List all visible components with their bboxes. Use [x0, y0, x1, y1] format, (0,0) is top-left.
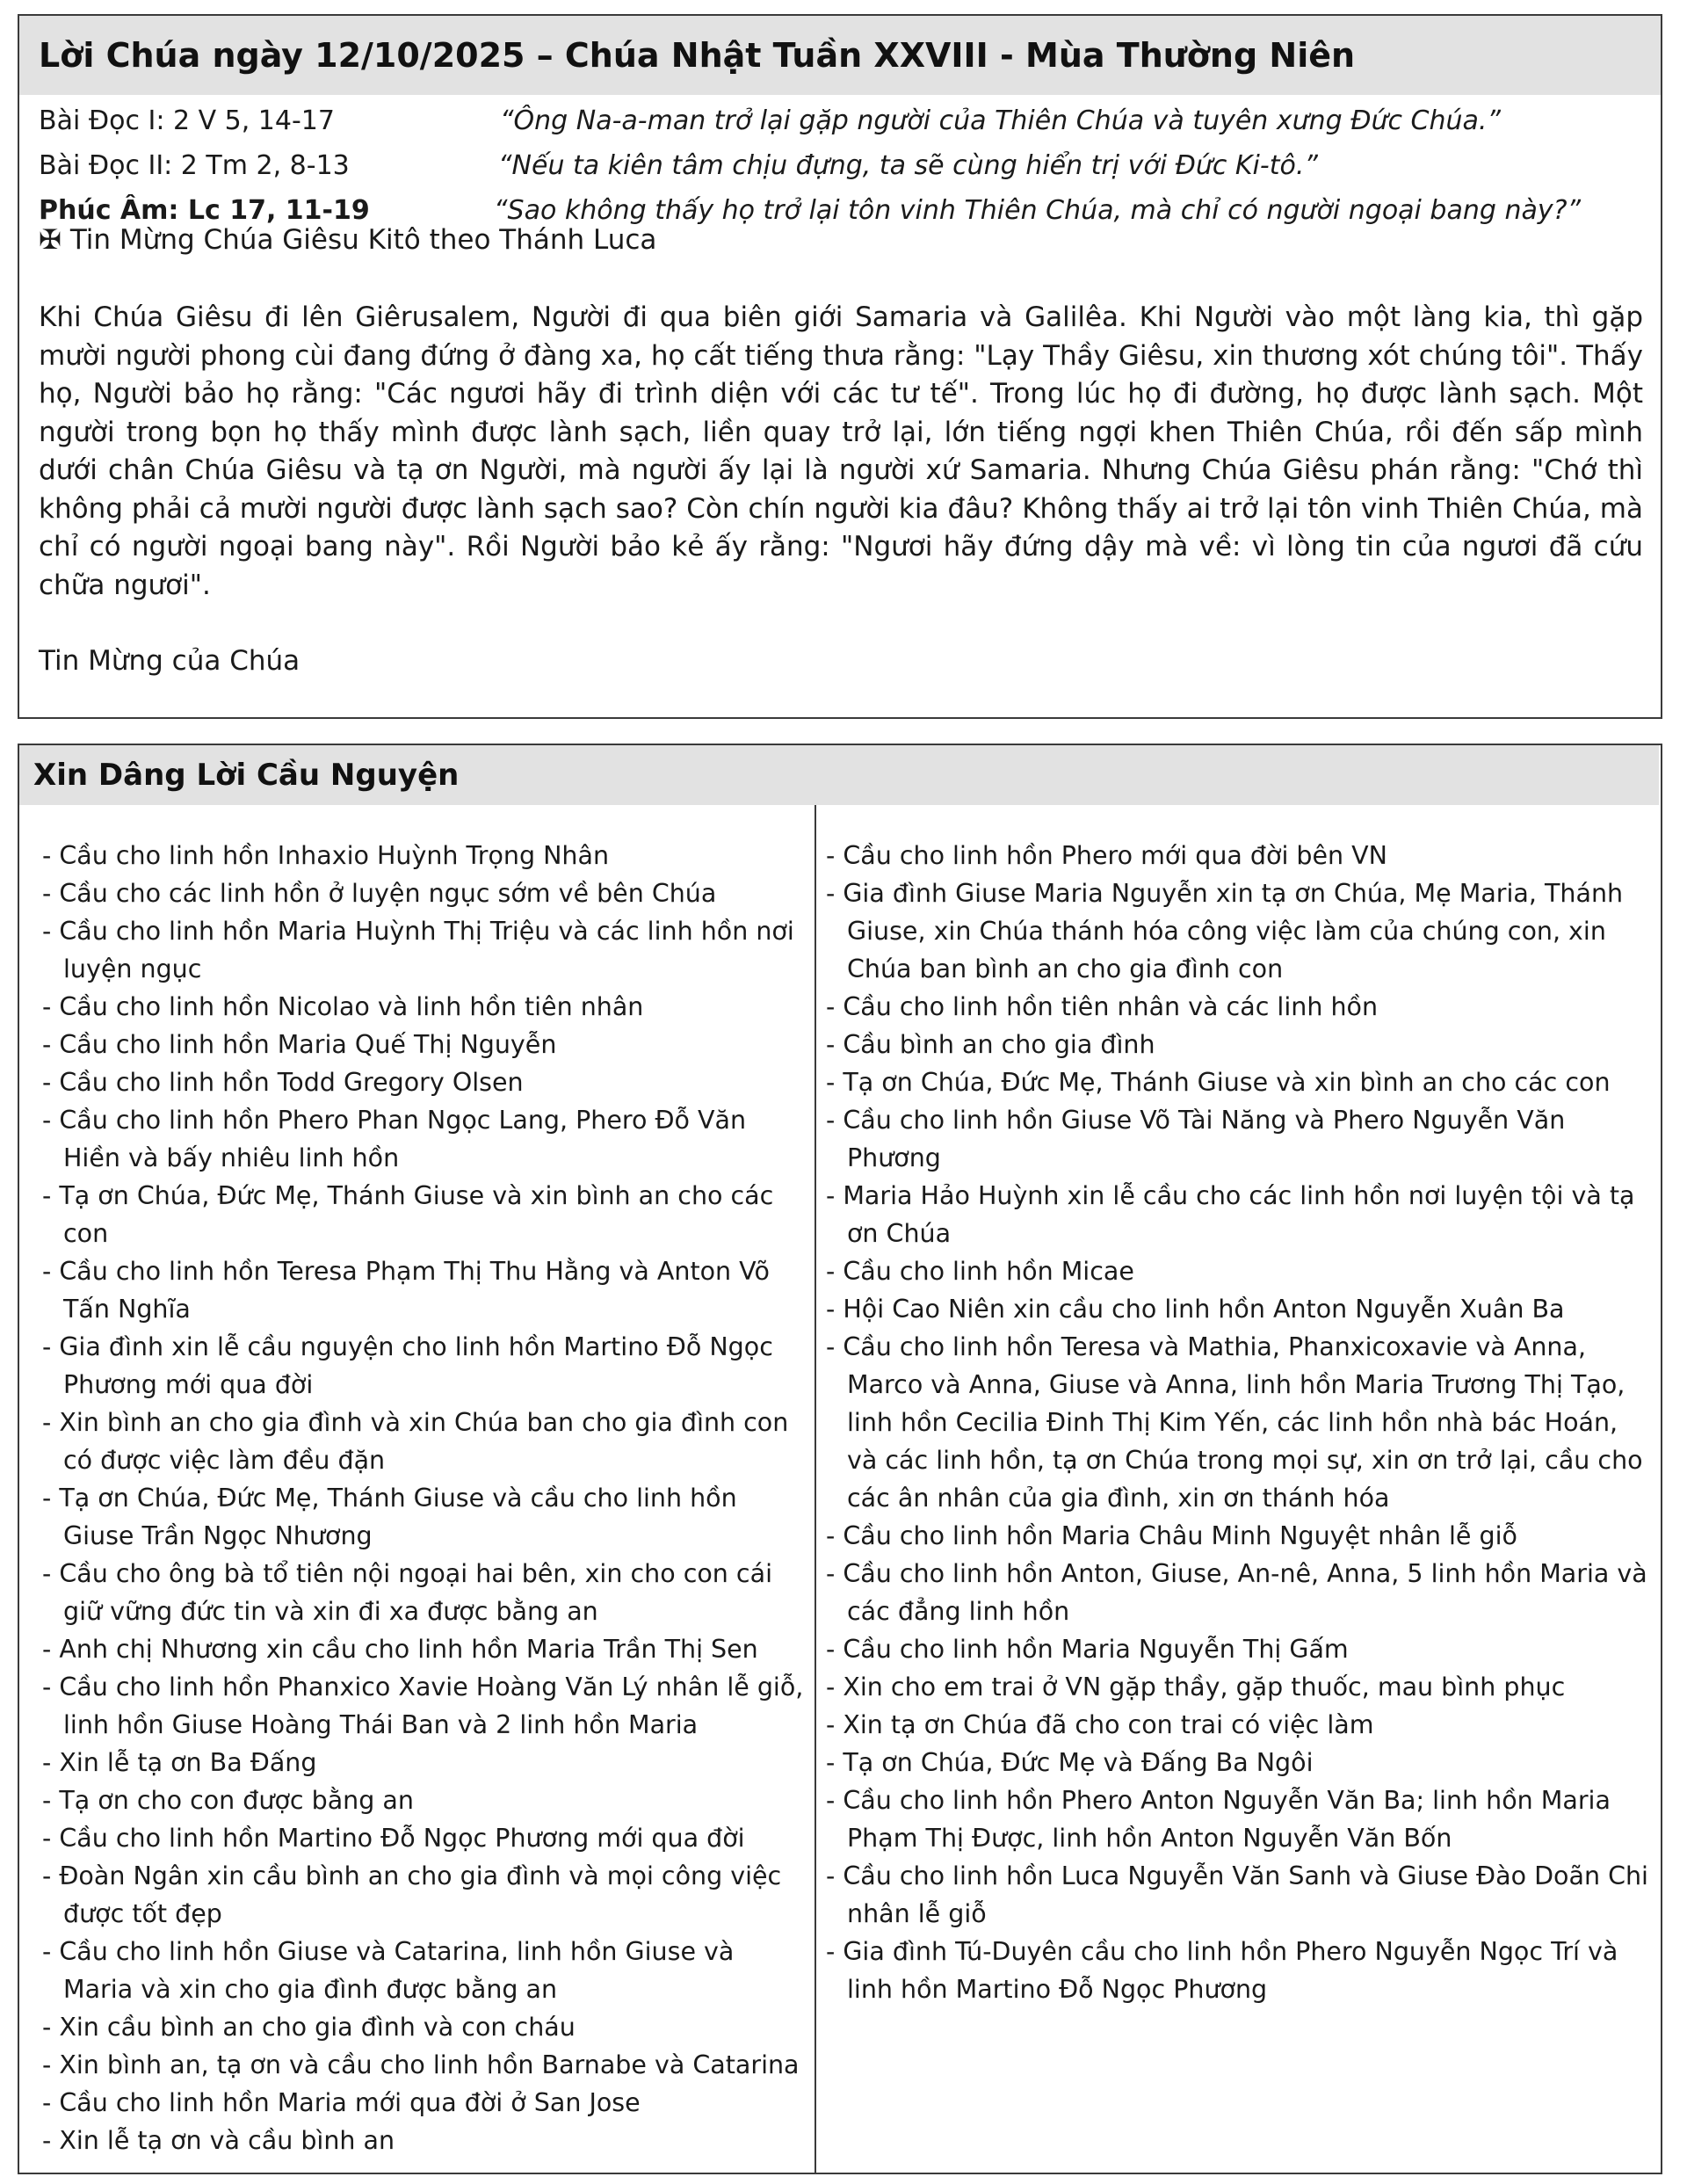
- prayer-item: - Cầu cho linh hồn Maria Châu Minh Nguyệt nhân lễ giỗ: [826, 1521, 1517, 1550]
- prayer-item: - Cầu cho linh hồn Todd Gregory Olsen: [42, 1068, 524, 1097]
- reading-2-quote: “Nếu ta kiên tâm chịu đựng, ta sẽ cùng hiển trị với Đức Ki-tô.”: [498, 150, 1318, 181]
- gospel-reading-label: Phúc Âm: Lc 17, 11-19: [39, 195, 370, 226]
- prayer-list-left: [42, 837, 805, 2159]
- gospel-reading-quote: “Sao không thấy họ trở lại tôn vinh Thiên Chúa, mà chỉ có người ngoại bang này?”: [494, 195, 1582, 226]
- prayer-item: - Cầu cho linh hồn Anton, Giuse, An-nê, Anna, 5 linh hồn Maria và các đẳng linh hồn: [826, 1559, 1647, 1626]
- prayer-item: - Hội Cao Niên xin cầu cho linh hồn Anton Nguyễn Xuân Ba: [826, 1295, 1565, 1324]
- prayer-item: - Xin cho em trai ở VN gặp thầy, gặp thuốc, mau bình phục: [826, 1672, 1566, 1701]
- prayer-item: - Đoàn Ngân xin cầu bình an cho gia đình và mọi công việc được tốt đẹp: [42, 1861, 782, 1928]
- column-divider: [815, 805, 816, 2173]
- prayer-item: - Cầu cho linh hồn Phero Phan Ngọc Lang, Phero Đỗ Văn Hiền và bấy nhiêu linh hồn: [42, 1106, 747, 1172]
- prayer-item: - Cầu cho linh hồn Maria Huỳnh Thị Triệu và các linh hồn nơi luyện ngục: [42, 917, 794, 983]
- reading-1-quote: “Ông Na-a-man trở lại gặp người của Thiên Chúa và tuyên xưng Đức Chúa.”: [500, 105, 1501, 136]
- prayer-item: - Cầu cho linh hồn Giuse Võ Tài Năng và Phero Nguyễn Văn Phương: [826, 1106, 1566, 1172]
- prayer-item: - Xin tạ ơn Chúa đã cho con trai có việc làm: [826, 1710, 1374, 1739]
- prayer-item: - Cầu cho linh hồn Maria Nguyễn Thị Gấm: [826, 1635, 1349, 1664]
- prayer-list-right: [826, 837, 1652, 2008]
- gospel-section: [18, 14, 1662, 719]
- prayer-item: - Cầu cho linh hồn Phero Anton Nguyễn Văn Ba; linh hồn Maria Phạm Thị Được, linh hồn Anton Nguyễn Văn Bốn: [826, 1786, 1611, 1853]
- prayer-item: - Gia đình Tú-Duyên cầu cho linh hồn Phero Nguyễn Ngọc Trí và linh hồn Martino Đỗ Ngọc Phương: [826, 1937, 1618, 2004]
- prayer-item: - Cầu cho linh hồn Martino Đỗ Ngọc Phương mới qua đời: [42, 1824, 745, 1853]
- readings-list: [19, 95, 1661, 236]
- prayer-item: - Maria Hảo Huỳnh xin lễ cầu cho các linh hồn nơi luyện tội và tạ ơn Chúa: [826, 1181, 1635, 1248]
- prayer-item: - Cầu cho các linh hồn ở luyện ngục sớm về bên Chúa: [42, 879, 717, 908]
- prayer-item: - Xin lễ tạ ơn Ba Đấng: [42, 1748, 317, 1777]
- prayer-item: - Cầu bình an cho gia đình: [826, 1030, 1155, 1059]
- prayer-header: [19, 745, 1659, 805]
- prayer-item: - Cầu cho linh hồn Giuse và Catarina, linh hồn Giuse và Maria và xin cho gia đình được bằng an: [42, 1937, 735, 2004]
- prayer-item: - Cầu cho ông bà tổ tiên nội ngoại hai bên, xin cho con cái giữ vững đức tin và xin đi xa được bằng an: [42, 1559, 772, 1626]
- prayer-item: - Cầu cho linh hồn Phero mới qua đời bên VN: [826, 841, 1387, 870]
- prayer-item: - Xin cầu bình an cho gia đình và con cháu: [42, 2013, 576, 2042]
- prayer-item: - Gia đình Giuse Maria Nguyễn xin tạ ơn Chúa, Mẹ Maria, Thánh Giuse, xin Chúa thánh hóa công việc làm của chúng con, xin Chúa ban bình an cho gia đình con: [826, 879, 1624, 983]
- prayer-intentions-section: [18, 744, 1662, 2174]
- prayer-item: - Tạ ơn Chúa, Đức Mẹ, Thánh Giuse và xin bình an cho các con: [826, 1068, 1611, 1097]
- prayer-item: - Xin lễ tạ ơn và cầu bình an: [42, 2126, 395, 2155]
- gospel-title: Lời Chúa ngày 12/10/2025 – Chúa Nhật Tuần XXVIII - Mùa Thường Niên: [39, 36, 1356, 75]
- prayer-item: - Cầu cho linh hồn tiên nhân và các linh hồn: [826, 992, 1379, 1021]
- prayer-item: - Xin bình an, tạ ơn và cầu cho linh hồn Barnabe và Catarina: [42, 2050, 800, 2079]
- prayer-item: - Tạ ơn Chúa, Đức Mẹ và Đấng Ba Ngôi: [826, 1748, 1314, 1777]
- prayer-item: - Xin bình an cho gia đình và xin Chúa ban cho gia đình con có được việc làm đều đặn: [42, 1408, 789, 1475]
- prayer-item: - Cầu cho linh hồn Teresa Phạm Thị Thu Hằng và Anton Võ Tấn Nghĩa: [42, 1257, 770, 1324]
- prayer-item: - Cầu cho linh hồn Maria mới qua đời ở San Jose: [42, 2088, 641, 2117]
- prayer-item: - Cầu cho linh hồn Teresa và Mathia, Phanxicoxavie và Anna, Marco và Anna, Giuse và Anna, linh hồn Maria Trương Thị Tạo, linh hồn Cecilia Đinh Thị Kim Yến, các linh hồn nhà bác Hoán, và các linh hồn, tạ ơn Chúa trong mọi sự, xin ơn trở lại, cầu cho các ân nhân của gia đình, xin ơn thánh hóa: [826, 1332, 1643, 1513]
- prayer-item: - Cầu cho linh hồn Luca Nguyễn Văn Sanh và Giuse Đào Doãn Chi nhân lễ giỗ: [826, 1861, 1648, 1928]
- prayer-item: - Anh chị Nhương xin cầu cho linh hồn Maria Trần Thị Sen: [42, 1635, 758, 1664]
- prayer-item: - Tạ ơn Chúa, Đức Mẹ, Thánh Giuse và xin bình an cho các con: [42, 1181, 774, 1248]
- reading-2-label: Bài Đọc II: 2 Tm 2, 8-13: [39, 150, 350, 181]
- gospel-intro: ✠ Tin Mừng Chúa Giêsu Kitô theo Thánh Luca: [39, 224, 657, 256]
- gospel-header: [19, 16, 1661, 95]
- prayer-item: - Gia đình xin lễ cầu nguyện cho linh hồn Martino Đỗ Ngọc Phương mới qua đời: [42, 1332, 773, 1399]
- prayer-item: - Cầu cho linh hồn Phanxico Xavie Hoàng Văn Lý nhân lễ giỗ, linh hồn Giuse Hoàng Thái Ban và 2 linh hồn Maria: [42, 1672, 804, 1739]
- prayer-item: - Cầu cho linh hồn Micae: [826, 1257, 1134, 1286]
- prayer-item: - Cầu cho linh hồn Inhaxio Huỳnh Trọng Nhân: [42, 841, 610, 870]
- gospel-closing: Tin Mừng của Chúa: [39, 645, 300, 677]
- prayer-item: - Cầu cho linh hồn Nicolao và linh hồn tiên nhân: [42, 992, 644, 1021]
- reading-1-label: Bài Đọc I: 2 V 5, 14-17: [39, 105, 335, 136]
- prayer-title: Xin Dâng Lời Cầu Nguyện: [33, 758, 460, 793]
- prayer-item: - Tạ ơn cho con được bằng an: [42, 1786, 414, 1815]
- prayer-item: - Cầu cho linh hồn Maria Quế Thị Nguyễn: [42, 1030, 557, 1059]
- prayer-item: - Tạ ơn Chúa, Đức Mẹ, Thánh Giuse và cầu cho linh hồn Giuse Trần Ngọc Nhương: [42, 1484, 737, 1550]
- gospel-text: Khi Chúa Giêsu đi lên Giêrusalem, Người đi qua biên giới Samaria và Galilêa. Khi Người vào một làng kia, thì gặp mười người phong cùi đang đứng ở đàng xa, họ cất tiếng thưa rằng: "Lạy Thầy Giêsu, xin thương xót chúng tôi". Thấy họ, Người bảo họ rằng: "Các ngươi hãy đi trình diện với các tư tế". Trong lúc họ đi đường, họ được lành sạch. Một người trong bọn họ thấy mình được lành sạch, liền quay trở lại, lớn tiếng ngợi khen Thiên Chúa, rồi đến sấp mình dưới chân Chúa Giêsu và tạ ơn Người, mà người ấy lại là người xứ Samaria. Nhưng Chúa Giêsu phán rằng: "Chớ thì không phải cả mười người được lành sạch sao? Còn chín người kia đâu? Không thấy ai trở lại tôn vinh Thiên Chúa, mà chỉ có người ngoại bang này". Rồi Người bảo kẻ ấy rằng: "Ngươi hãy đứng dậy mà về: vì lòng tin của ngươi đã cứu chữa ngươi".: [39, 301, 1643, 601]
